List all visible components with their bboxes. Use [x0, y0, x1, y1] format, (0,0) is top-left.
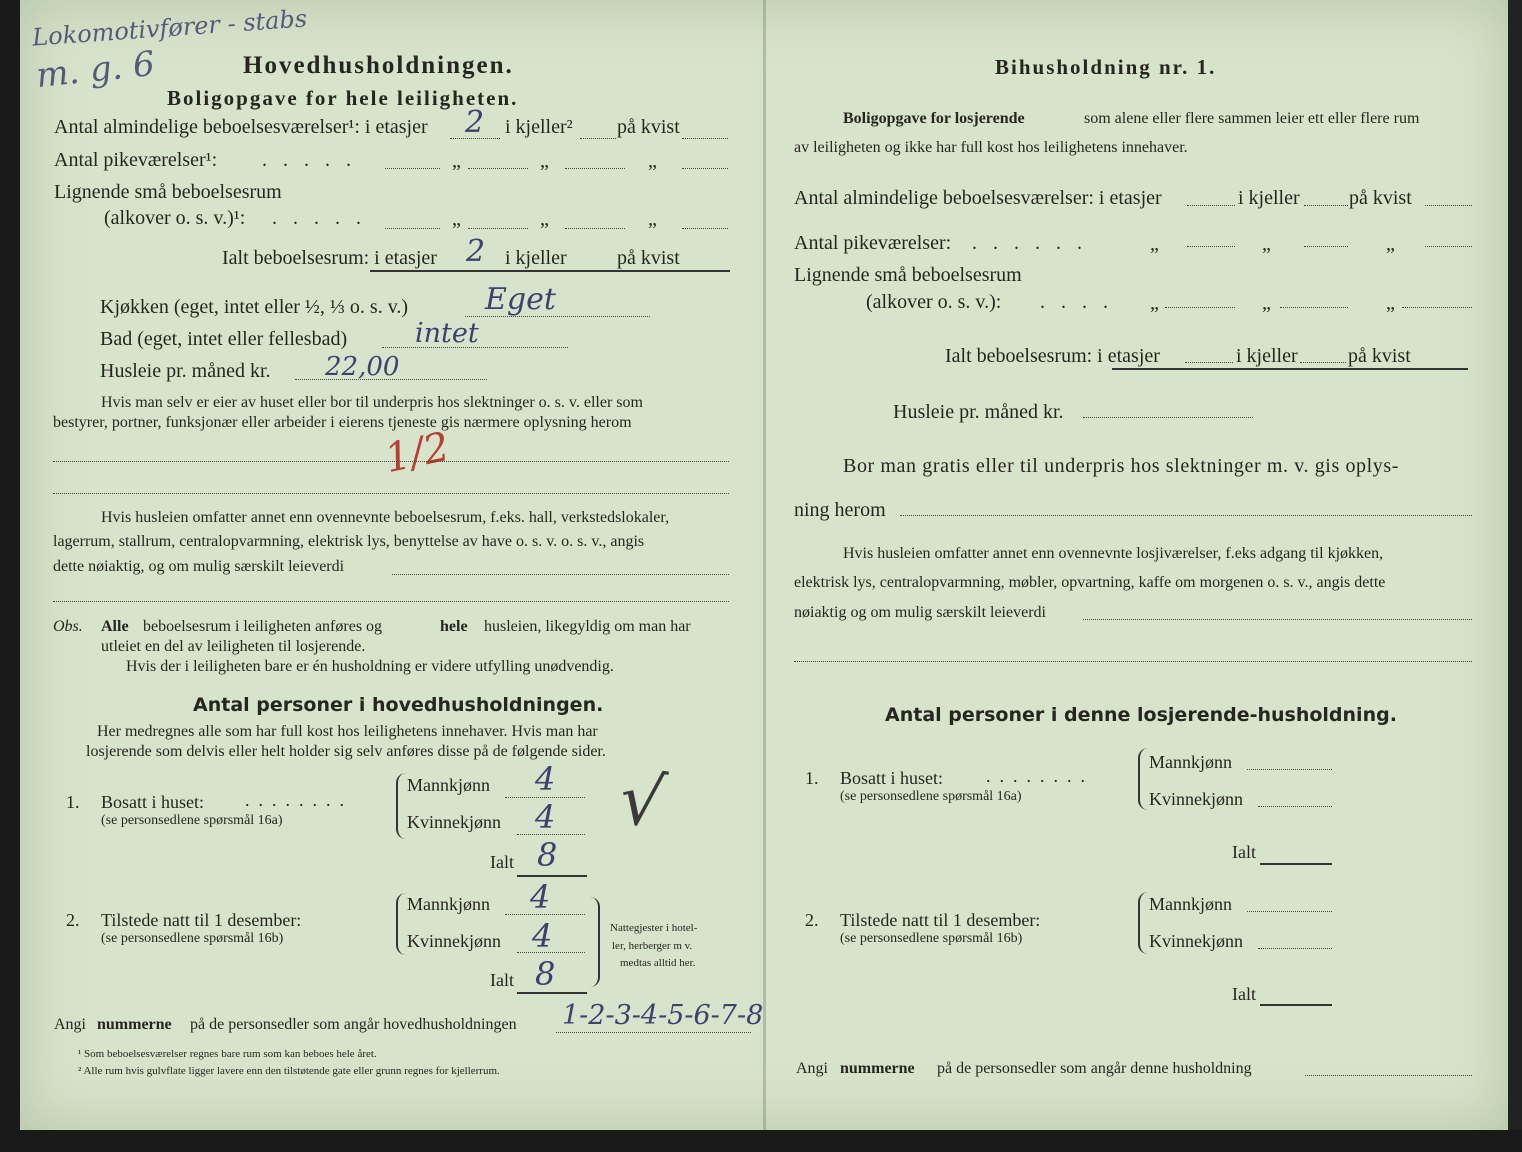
- left-q2-sub: (se personsedlene spørsmål 16b): [101, 931, 284, 946]
- right-intro-rest: som alene eller flere sammen leier ett eller flere rum: [1084, 110, 1420, 127]
- left-q2-kvinne-value: 4: [532, 917, 553, 955]
- left-row3-ditto-c: „: [648, 208, 657, 230]
- left-persons-title: Antal personer i hovedhusholdningen.: [193, 694, 604, 716]
- left-note1-line-b: [53, 493, 729, 494]
- left-row3-line-c: [565, 228, 625, 229]
- left-ialt-etasjer-value: 2: [466, 234, 486, 269]
- right-row2-line-a: [1187, 246, 1235, 247]
- left-row2-line-a: [385, 168, 440, 169]
- left-note1-line1: Hvis man selv er eier av huset eller bor til underpris hos slektninger o. s. v. eller som: [101, 394, 643, 411]
- right-intro-bold: Boligopgave for losjerende: [843, 110, 1025, 127]
- left-row1-kjeller-line: [580, 138, 616, 139]
- right-row2-line-b: [1304, 246, 1348, 247]
- left-row1-label: Antal almindelige beboelsesværelser¹: i etasjer: [54, 116, 428, 138]
- left-footnote-2: ² Alle rum hvis gulvflate ligger lavere enn den tilstøtende gate eller grunn regnes for kjellerrum.: [78, 1065, 500, 1077]
- right-q2-mann-label: Mannkjønn: [1149, 894, 1232, 914]
- right-intro-line2: av leiligheten og ikke har full kost hos leilighetens innehaver.: [794, 139, 1188, 156]
- right-q2-ialt-line: [1260, 1004, 1332, 1006]
- left-q1-number: 1.: [66, 792, 80, 812]
- right-q2-sub: (se personsedlene spørsmål 16b): [840, 931, 1023, 946]
- left-obs-alle: Alle: [101, 618, 129, 635]
- right-row3-label: Lignende små beboelsesrum: [794, 264, 1022, 286]
- right-q1-mann-line: [1247, 769, 1332, 770]
- right-angi-nummerne: nummerne: [840, 1060, 915, 1077]
- left-bad-value: intet: [415, 318, 479, 349]
- left-row2-line-b: [468, 168, 528, 169]
- right-title: Bihusholdning nr. 1.: [995, 55, 1217, 79]
- left-ialt-kvist: på kvist: [617, 247, 680, 269]
- handwritten-occupation: Lokomotivfører - stabs: [31, 4, 308, 52]
- left-subtitle: Boligopgave for hele leiligheten.: [167, 86, 519, 110]
- left-note2-line1: Hvis husleien omfatter annet enn ovennevnte beboelsesrum, f.eks. hall, verkstedslokaler,: [101, 509, 670, 526]
- right-note-line-a: [1083, 619, 1472, 620]
- left-q2-ialt-line: [517, 992, 587, 994]
- left-q2-ialt-value: 8: [535, 955, 556, 993]
- left-note2-line3: dette nøiaktig, og om mulig særskilt leieverdi: [53, 558, 345, 575]
- left-checkmark: √: [614, 757, 671, 845]
- left-q2-mann-value: 4: [530, 878, 551, 916]
- left-row2-dots: .....: [262, 149, 367, 171]
- right-q1-ialt-label: Ialt: [1232, 842, 1256, 862]
- right-q1-kvinne-line: [1258, 806, 1332, 807]
- right-row3-line-c: [1402, 307, 1472, 308]
- left-q1-kvinne-line: [517, 834, 585, 835]
- left-q1-brace: [396, 773, 406, 839]
- left-ialt-label: Ialt beboelsesrum: i etasjer: [222, 247, 437, 269]
- left-q2-kvinne-label: Kvinnekjønn: [407, 931, 501, 951]
- left-obs-line2: utleiet en del av leiligheten til losjerende.: [101, 638, 366, 655]
- right-row3-label2: (alkover o. s. v.):: [866, 291, 1002, 313]
- right-q1-dots: ........: [986, 766, 1094, 786]
- right-q1-label: Bosatt i huset:: [840, 768, 943, 788]
- left-note2-line-b: [53, 601, 729, 602]
- left-note1-red-mark: 1/2: [380, 423, 454, 483]
- left-q1-kvinne-label: Kvinnekjønn: [407, 812, 501, 832]
- left-row2-ditto-b: „: [540, 150, 549, 172]
- left-q1-label: Bosatt i huset:: [101, 792, 204, 812]
- left-obs-line3: Hvis der i leiligheten bare er én husholdning er videre utfylling unødvendig.: [126, 658, 614, 675]
- right-row2-ditto-c: „: [1386, 233, 1395, 255]
- right-row3-line-b: [1280, 307, 1348, 308]
- left-q2-mann-label: Mannkjønn: [407, 894, 490, 914]
- left-title: Hovedhusholdningen.: [243, 52, 514, 79]
- right-husleie-line: [1083, 417, 1253, 418]
- left-obs-text-b: husleien, likegyldig om man har: [484, 618, 691, 635]
- right-gratis-line1: Bor man gratis eller til underpris hos slektninger m. v. gis oplys-: [843, 455, 1400, 477]
- right-row3-ditto-a: „: [1150, 292, 1159, 314]
- left-row1-etasjer-value: 2: [465, 105, 485, 140]
- left-row3-ditto-b: „: [540, 208, 549, 230]
- right-row2-ditto-a: „: [1150, 233, 1159, 255]
- left-husleie-line: [295, 379, 487, 380]
- left-angi-a: Angi: [54, 1016, 86, 1033]
- left-row3-line-b: [468, 228, 528, 229]
- left-nattegjester-3: medtas alltid her.: [620, 957, 696, 969]
- right-gratis-line2: ning herom: [794, 499, 886, 521]
- left-row1-kjeller: i kjeller²: [505, 116, 573, 138]
- left-ialt-underline: [370, 270, 730, 272]
- right-husleie-label: Husleie pr. måned kr.: [893, 401, 1064, 423]
- right-row3-ditto-b: „: [1262, 292, 1271, 314]
- left-angi-c: på de personsedler som angår hovedhusholdningen: [190, 1016, 517, 1033]
- right-note-line1: Hvis husleien omfatter annet enn ovennevnte losjiværelser, f.eks adgang til kjøkken,: [843, 545, 1384, 562]
- right-q2-brace: [1138, 892, 1148, 954]
- right-persons-title: Antal personer i denne losjerende-husholdning.: [885, 704, 1397, 726]
- left-row3-dots: .....: [272, 207, 377, 229]
- left-note2-line2: lagerrum, stallrum, centralopvarmning, elektrisk lys, benyttelse av have o. s. v. o. s. v., angis: [53, 533, 645, 550]
- right-ialt-label: Ialt beboelsesrum: i etasjer: [945, 345, 1160, 367]
- left-obs-text-a: beboelsesrum i leiligheten anføres og: [143, 618, 383, 635]
- left-angi-nummerne: nummerne: [97, 1016, 172, 1033]
- left-q2-ialt-label: Ialt: [490, 970, 514, 990]
- left-row2-line-c: [565, 168, 625, 169]
- left-footnote-1: ¹ Som beboelsesværelser regnes bare rum som kan beboes hele året.: [78, 1048, 377, 1060]
- left-nattegjester-2: ler, herberger m v.: [612, 940, 693, 952]
- right-row1-kvist-line: [1425, 205, 1472, 206]
- left-q2-label: Tilstede natt til 1 desember:: [101, 910, 302, 930]
- right-row1-label: Antal almindelige beboelsesværelser: i etasjer: [794, 187, 1162, 209]
- left-husleie-value: 22,00: [325, 352, 400, 382]
- right-row3-dots: ....: [1040, 291, 1124, 313]
- left-ialt-kjeller: i kjeller: [505, 247, 567, 269]
- left-kjokken-value: Eget: [485, 282, 556, 317]
- left-q2-kvinne-line: [517, 952, 585, 953]
- left-note1-line2: bestyrer, portner, funksjonær eller arbeider i eierens tjeneste gis nærmere oplysning herom: [53, 414, 632, 431]
- right-q2-label: Tilstede natt til 1 desember:: [840, 910, 1041, 930]
- left-q2-number: 2.: [66, 910, 80, 930]
- scan-border-bottom: [0, 1130, 1522, 1152]
- left-bad-line: [382, 347, 568, 348]
- left-q2-brace: [396, 893, 406, 955]
- left-row3-label2: (alkover o. s. v.)¹:: [104, 207, 246, 229]
- left-kjokken-line: [465, 316, 650, 317]
- right-ialt-kjeller: i kjeller: [1236, 345, 1298, 367]
- right-angi-a: Angi: [796, 1060, 828, 1077]
- right-q1-number: 1.: [805, 768, 819, 788]
- left-row2-label: Antal pikeværelser¹:: [54, 149, 218, 171]
- left-row3-label: Lignende små beboelsesrum: [54, 181, 282, 203]
- page-fold: [763, 0, 766, 1130]
- right-q2-ialt-label: Ialt: [1232, 984, 1256, 1004]
- left-q1-mann-label: Mannkjønn: [407, 775, 490, 795]
- left-persons-note2: losjerende som delvis eller helt holder sig selv anføres disse på de følgende sider.: [86, 743, 606, 760]
- left-obs-label: Obs.: [53, 618, 83, 635]
- left-obs-hele: hele: [440, 618, 468, 635]
- scan-border-right: [1508, 0, 1522, 1152]
- right-row3-ditto-c: „: [1386, 292, 1395, 314]
- right-row2-ditto-b: „: [1262, 233, 1271, 255]
- left-q1-mann-value: 4: [535, 760, 556, 798]
- left-row1-kvist: på kvist: [617, 116, 680, 138]
- right-q1-kvinne-label: Kvinnekjønn: [1149, 789, 1243, 809]
- left-row3-line-a: [385, 228, 440, 229]
- left-husleie-label: Husleie pr. måned kr.: [100, 360, 271, 382]
- right-q2-kvinne-label: Kvinnekjønn: [1149, 931, 1243, 951]
- left-row3-line-d: [682, 228, 728, 229]
- left-q2-mann-line: [505, 914, 585, 915]
- handwritten-code: m. g. 6: [34, 43, 157, 97]
- right-q1-mann-label: Mannkjønn: [1149, 752, 1232, 772]
- right-q1-ialt-line: [1260, 863, 1332, 865]
- right-angi-line: [1305, 1075, 1472, 1076]
- left-q1-sub: (se personsedlene spørsmål 16a): [101, 813, 283, 828]
- left-angi-value: 1-2-3-4-5-6-7-8: [562, 1000, 764, 1031]
- left-row3-ditto-a: „: [452, 208, 461, 230]
- left-note2-line-a: [392, 574, 729, 575]
- left-q1-ialt-value: 8: [537, 836, 558, 874]
- right-q2-mann-line: [1247, 911, 1332, 912]
- right-ialt-kjeller-line: [1300, 362, 1346, 363]
- left-kjokken-label: Kjøkken (eget, intet eller ½, ⅓ o. s. v.): [100, 296, 409, 318]
- left-q1-dots: ........: [245, 790, 353, 810]
- left-persons-note1: Her medregnes alle som har full kost hos leilighetens innehaver. Hvis man har: [97, 723, 598, 740]
- left-nattegjester-1: Nattegjester i hotel-: [610, 922, 698, 934]
- left-row2-line-d: [682, 168, 728, 169]
- right-q1-brace: [1138, 748, 1148, 810]
- right-note-line2: elektrisk lys, centralopvarmning, møbler, opvartning, kaffe om morgenen o. s. v., angis dette: [794, 574, 1386, 591]
- left-row1-kvist-line: [682, 138, 728, 139]
- right-q1-sub: (se personsedlene spørsmål 16a): [840, 789, 1022, 804]
- left-bad-label: Bad (eget, intet eller fellesbad): [100, 328, 348, 350]
- right-row1-etasjer-line: [1187, 205, 1235, 206]
- right-note-line3: nøiaktig og om mulig særskilt leieverdi: [794, 604, 1046, 621]
- right-row1-kjeller-line: [1304, 205, 1348, 206]
- right-gratis-line: [900, 515, 1472, 516]
- right-ialt-kvist: på kvist: [1348, 345, 1411, 367]
- left-q1-kvinne-value: 4: [535, 798, 556, 836]
- right-row1-kjeller: i kjeller: [1238, 187, 1300, 209]
- left-row2-ditto-c: „: [648, 150, 657, 172]
- right-row2-label: Antal pikeværelser:: [794, 232, 952, 254]
- right-row2-line-c: [1425, 246, 1472, 247]
- right-ialt-underline: [1112, 368, 1468, 370]
- left-row2-ditto-a: „: [452, 150, 461, 172]
- right-note-line-b: [794, 661, 1472, 662]
- right-angi-c: på de personsedler som angår denne husholdning: [937, 1060, 1252, 1077]
- left-note1-line-a: [53, 461, 729, 462]
- right-row1-kvist: på kvist: [1349, 187, 1412, 209]
- right-row3-line-a: [1165, 307, 1235, 308]
- right-q2-kvinne-line: [1258, 948, 1332, 949]
- left-q1-ialt-line: [517, 875, 587, 877]
- right-q2-number: 2.: [805, 910, 819, 930]
- left-q1-ialt-label: Ialt: [490, 852, 514, 872]
- right-ialt-etasjer-line: [1185, 362, 1233, 363]
- right-row2-dots: ......: [972, 232, 1098, 254]
- left-angi-line: [556, 1032, 751, 1033]
- left-nattegjester-brace: [590, 897, 600, 987]
